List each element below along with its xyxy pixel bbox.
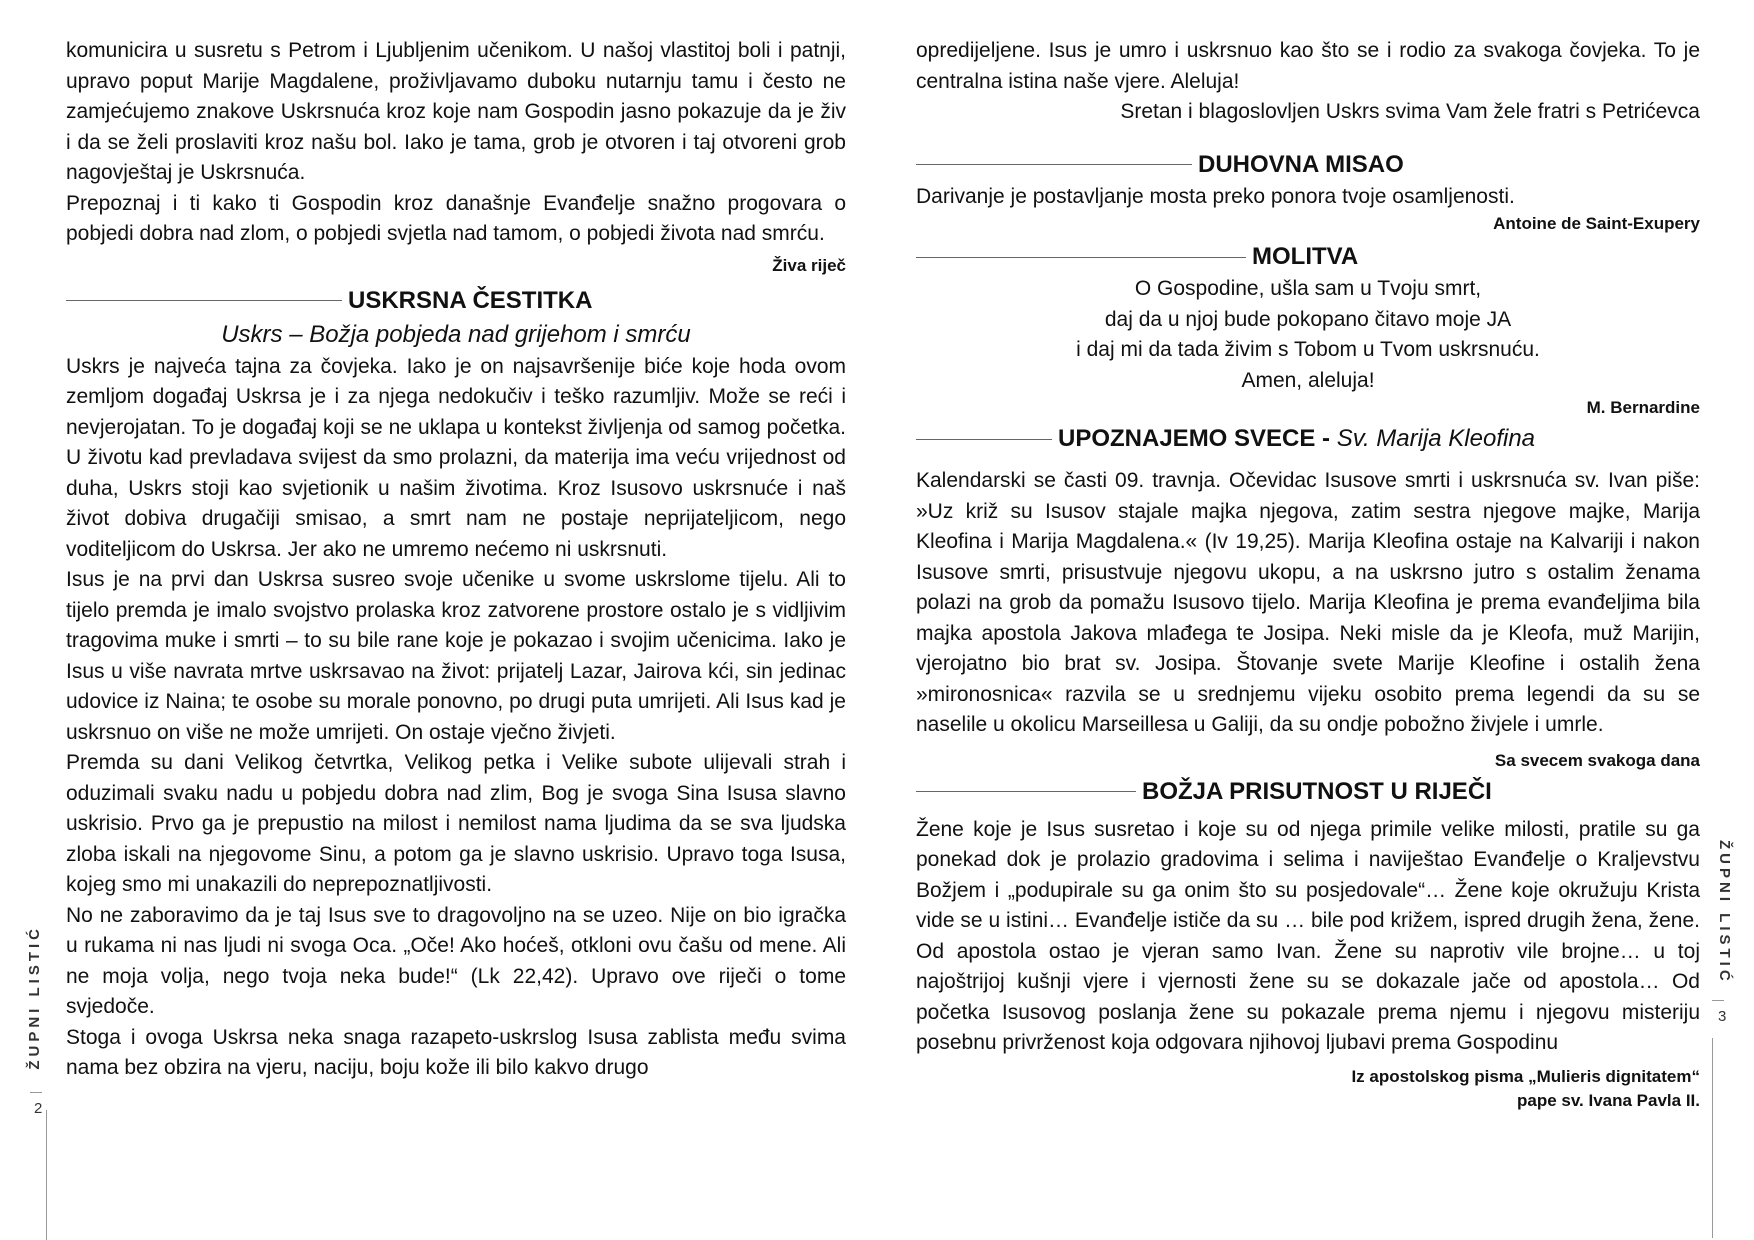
margin-label-left: ŽUPNI LISTIĆ (26, 925, 43, 1070)
continued-paragraph: opredijeljene. Isus je umro i uskrsnuo kao što se i rodio za svakoga čovjeka. To je centralna istina naše vjere. Aleluja! (916, 39, 1700, 93)
section-heading-upoznajemo-svece (916, 422, 1700, 456)
source-saint-exupery: Antoine de Saint-Exupery (1493, 214, 1700, 233)
prayer-line: Amen, aleluja! (1241, 368, 1375, 392)
prayer-line: i daj mi da tada živim s Tobom u Tvom uskrsnuću. (1076, 338, 1540, 361)
heading-rule (916, 791, 1136, 792)
section-heading-bozja-prisutnost (916, 775, 1700, 809)
section-heading-uskrsna-cestitka (66, 284, 846, 318)
right-page-column (916, 36, 1700, 1113)
svece-paragraph: Kalendarski se časti 09. travnja. Očevidac Isusove smrti i uskrsnuća sv. Ivan piše: »Uz križ su Isusov stajale majka njegova, zatim sestra njegove majke, Marija Kleofina i Marija Magdalena.« (Iv 19,25). Marija Kleofina ostaje na Kalvariji i nakon Isusove smrti, prisustvuje njegovu ukopu, a na uskrsno jutro s ostalim ženama polazi na grob da pomažu Isusovo tijelo. Marija Kleofina je prema evanđeljima bila majka apostola Jakova mlađega te Josipa. Neki misle da je Kleofa, muž Marijin, vjerojatno bio brat sv. Josipa. Štovanje svete Marije Kleofine i ostalih žena »mironosnica« razvila se u srednjemu vijeku osobito prema legendi da su se naselile u okolicu Marseillesa u Galiji, da su ondje pobožno živjele i umrle. (916, 469, 1700, 736)
margin-label-right: ŽUPNI LISTIĆ (1716, 840, 1733, 985)
page-number-right: 3 (1718, 1008, 1727, 1025)
margin-tick-left (30, 1092, 42, 1093)
heading-text: MOLITVA (1252, 243, 1359, 270)
intro-paragraph-2: Prepoznaj i ti kako ti Gospodin kroz današnje Evanđelje snažno progovara o pobjedi dobra nad zlom, o pobjedi svjetla nad tamom, o pobjedi života nad smrću. (66, 191, 846, 245)
margin-tick-right (1712, 1000, 1724, 1001)
source-sa-svecem: Sa svecem svakoga dana (1494, 750, 1700, 770)
source-bernardine: M. Bernardine (1586, 398, 1700, 417)
heading-rule (916, 164, 1192, 165)
cestitka-paragraph-1: Uskrs je najveća tajna za čovjeka. Iako je on najsavršenije biće koje hoda ovom zemljom događaj Uskrsa je i za njega nedokučiv i teško razumljiv. Može se reći i nevjerojatan. To je događaj koji se ne uklapa u kontekst življenja od samog početka. U životu kad prevladava svijest da smo prolazni, da materija ima veću vrijednost od duha, Uskrs stoji kao svjetionik u našim životima. Kroz Isusovo uskrsnuće i naš život dobiva drugačiji smisao, a smrt nam ne postaje neprijateljicom, nego voditeljicom do Uskrsa. Jer ako ne umremo nećemo ni uskrsnuti. (66, 354, 846, 561)
cestitka-paragraph-4: No ne zaboravimo da je taj Isus sve to dragovoljno na se uzeo. Nije on bio igračka u rukama ni nas ljudi ni svoga Oca. „Oče! Ako hoćeš, otkloni ovu čašu od mene. Ali ne moja volja, nego tvoja neka bude!“ (Lk 22,42). Upravo ove riječi o tome svjedoče. (66, 903, 846, 1018)
left-page-column (66, 36, 846, 1084)
misao-text: Darivanje je postavljanje mosta preko ponora tvoje osamljenosti. (916, 184, 1515, 208)
prayer-line: daj da u njoj bude pokopano čitavo moje JA (1104, 307, 1512, 331)
source-ziva-rijec: Živa riječ (772, 255, 846, 275)
intro-paragraph-1: komunicira u susretu s Petrom i Ljubljenim učenikom. U našoj vlastitoj boli i patnji, upravo poput Marije Magdalene, proživljavamo duboku nutarnju tamu i često ne zamjećujemo znakove Uskrsnuća kroz koje nam Gospodin jasno pokazuje da je živ i da se želi proslaviti kroz našu bol. Iako je tama, grob je otvoren i taj otvoreni grob nagovještaj je Uskrsnuća. (66, 39, 846, 184)
heading-text: UPOZNAJEMO SVECE - (1058, 425, 1337, 452)
heading-rule (916, 257, 1246, 258)
cestitka-paragraph-5: Stoga i ovoga Uskrsa neka snaga razapeto-uskrslog Isusa zablista među svima nama bez obzira na vjeru, naciju, boju kože ili bilo kakvo drugo (66, 1025, 846, 1079)
cestitka-paragraph-3: Premda su dani Velikog četvrtka, Velikog petka i Velike subote ulijevali strah i oduzimali svaku nadu u pobjedu dobra nad zlim, Bog je svoga Sina Isusa slavno uskrisio. Prvo ga je prepustio na milost i nemilost nama ljudima da se sva ljudska zloba iskali na njegovome Sinu, a potom ga je slavno uskrisio. Upravo toga Isusa, kojeg smo mi unakazili do neprepoznatljivosti. (66, 751, 846, 896)
heading-text: BOŽJA PRISUTNOST U RIJEČI (1142, 777, 1492, 805)
source-pope: pape sv. Ivana Pavla II. (1516, 1090, 1700, 1110)
easter-greeting: Sretan i blagoslovljen Uskrs svima Vam žele fratri s Petrićevca (1120, 100, 1700, 123)
cestitka-paragraph-2: Isus je na prvi dan Uskrsa susreo svoje učenike u svome uskrslome tijelu. Ali to tijelo premda je imalo svojstvo prolaska kroz zatvorene prostore ostalo je s vidljivim tragovima muke i smrti – to su bile rane koje je pokazao i svojim učenicima. Iako je Isus u više navrata mrtve uskrsavao na život: prijatelj Lazar, Jairova kći, sin jedinac udovice iz Naina; te osobe su morale ponovno, po drugi puta umrijeti. Ali Isus kad je uskrsnuo on više ne može umrijeti. On ostaje vječno živjeti. (66, 568, 846, 744)
page-number-left: 2 (34, 1100, 43, 1117)
heading-text: DUHOVNA MISAO (1198, 150, 1404, 178)
margin-line-left (46, 1110, 47, 1240)
cestitka-subtitle: Uskrs – Božja pobjeda nad grijehom i smrću (221, 320, 691, 348)
heading-rule (916, 439, 1052, 440)
margin-line-right (1712, 1038, 1713, 1238)
saint-name: Sv. Marija Kleofina (1336, 425, 1536, 452)
heading-text: USKRSNA ČESTITKA (348, 286, 593, 314)
prisutnost-paragraph: Žene koje je Isus susretao i koje su od njega primile velike milosti, pratile su ga ponekad dok je prolazio gradovima i selima i naviještao Evanđelje o Kraljevstvu Božjem i „podupirale su ga onim što su posjedovale“… Žene koje okružuju Krista vide se u istini… Evanđelje ističe da su … bile pod križem, ispred drugih žena, žene. Od apostola ostao je vjeran samo Ivan. Žene su naprotiv vile brojne… u toj najoštrijoj kušnji vjere i vjernosti žene su se dokazale jače od apostola… Od početka Isusovog poslanja žene su pokazale prema njemu i njegovu misteriju posebnu privrženost koja odgovara njihovoj ljubavi prema Gospodinu (916, 817, 1700, 1054)
section-heading-molitva (916, 240, 1700, 274)
section-heading-duhovna-misao (916, 148, 1700, 182)
prayer-line: O Gospodine, ušla sam u Tvoju smrt, (1134, 277, 1482, 300)
heading-rule (66, 300, 342, 301)
source-mulieris-dignitatem: Iz apostolskog pisma „Mulieris dignitatem“ (1351, 1066, 1700, 1086)
